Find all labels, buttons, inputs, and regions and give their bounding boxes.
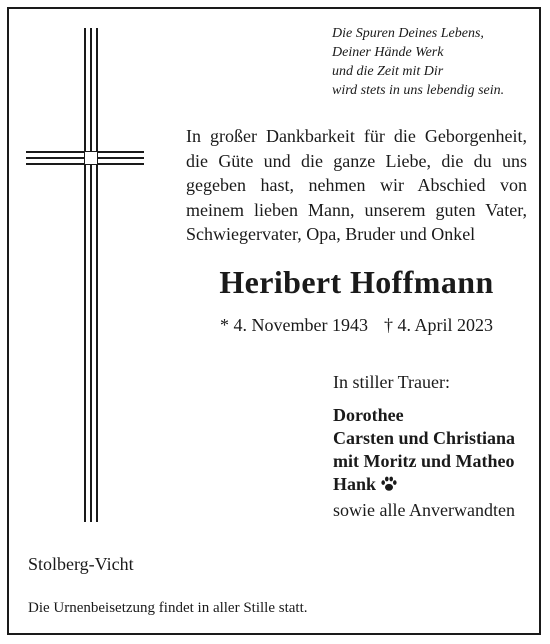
- intro-line: Schwiegervater, Opa, Bruder und Onkel: [186, 224, 476, 244]
- pet-name: Hank: [333, 474, 377, 494]
- intro-line: meinem lieben Mann, unserem guten Vater,: [186, 199, 527, 220]
- poem-line: Die Spuren Deines Lebens,: [332, 26, 484, 41]
- family-others: sowie alle Anverwandten: [333, 500, 515, 520]
- poem-line: und die Zeit mit Dir: [332, 64, 444, 79]
- paw-print-icon: [380, 475, 398, 499]
- life-dates: [186, 313, 527, 337]
- family-list: [333, 404, 515, 522]
- intro-line: In großer Dankbarkeit für die Geborgenheit,: [186, 126, 527, 146]
- intro-text: [186, 124, 527, 247]
- family-member: mit Moritz und Matheo: [333, 451, 515, 471]
- cross-icon: [26, 28, 144, 522]
- family-member: Carsten und Christiana: [333, 428, 516, 448]
- death-date: † 4. April 2023: [383, 315, 493, 335]
- burial-note: Die Urnenbeisetzung findet in aller Stille statt.: [28, 600, 308, 616]
- poem: [332, 24, 532, 100]
- family-member: Dorothee: [333, 405, 404, 425]
- family-member-pet: [333, 473, 515, 499]
- intro-line: gegeben hast, nehmen wir Abschied von: [186, 175, 527, 195]
- poem-line: wird stets in uns lebendig sein.: [332, 83, 505, 98]
- intro-line: die Güte und die ganze Liebe, die du uns: [186, 150, 527, 171]
- mourning-label: In stiller Trauer:: [333, 372, 450, 392]
- place-name: Stolberg-Vicht: [28, 554, 134, 574]
- birth-date: * 4. November 1943: [220, 315, 368, 335]
- deceased-name: Heribert Hoffmann: [219, 264, 494, 300]
- poem-line: Deiner Hände Werk: [332, 45, 444, 60]
